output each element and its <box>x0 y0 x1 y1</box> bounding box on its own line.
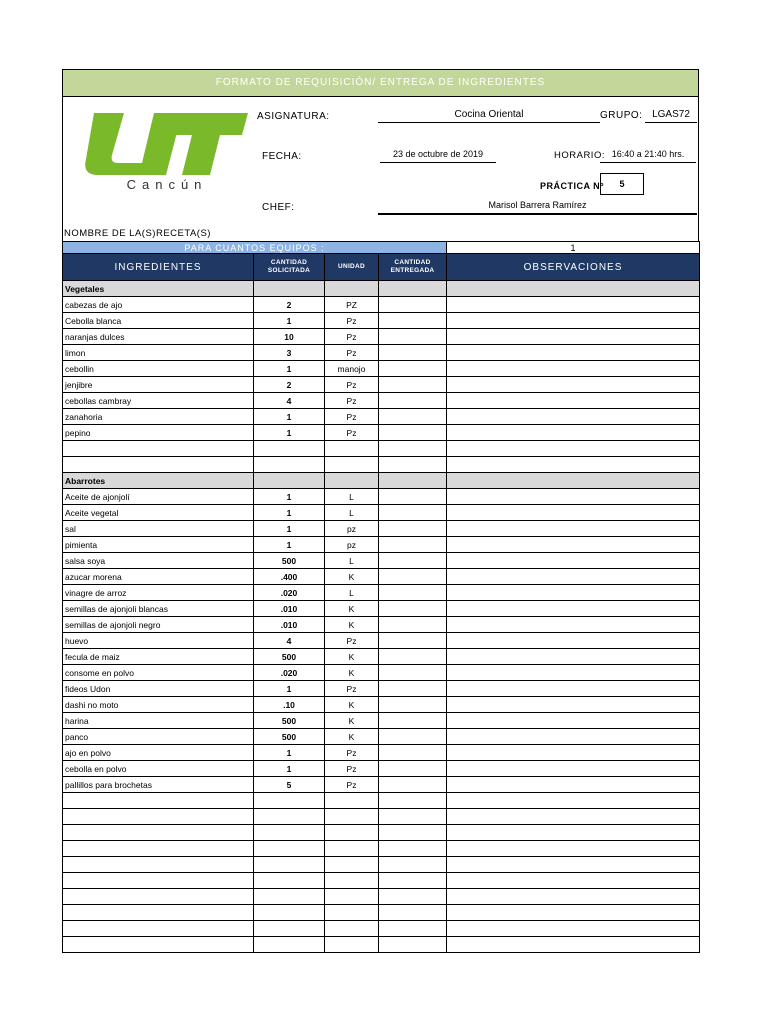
section-row <box>63 281 700 297</box>
blank-row <box>63 441 700 457</box>
table-row <box>63 553 700 569</box>
empty-cell[interactable] <box>254 457 325 473</box>
quantity-delivered[interactable] <box>379 345 447 361</box>
ingredient-name: semillas de ajonjoli negro <box>63 617 254 633</box>
empty-cell[interactable] <box>63 873 254 889</box>
quantity-requested[interactable]: 1 <box>254 409 325 425</box>
empty-cell[interactable] <box>254 441 325 457</box>
quantity-requested[interactable]: 500 <box>254 553 325 569</box>
table-row <box>63 665 700 681</box>
quantity-requested[interactable]: 4 <box>254 633 325 649</box>
unit-cell[interactable]: L <box>325 489 379 505</box>
unit-cell[interactable]: Pz <box>325 345 379 361</box>
quantity-delivered[interactable] <box>379 601 447 617</box>
table-row <box>63 649 700 665</box>
table-row <box>63 601 700 617</box>
blank-row <box>63 793 700 809</box>
empty-cell[interactable] <box>254 889 325 905</box>
quantity-requested[interactable]: 3 <box>254 345 325 361</box>
table-row <box>63 361 700 377</box>
blank-row <box>63 873 700 889</box>
requisition-sheet <box>62 69 699 953</box>
unit-cell[interactable]: Pz <box>325 377 379 393</box>
empty-cell[interactable] <box>379 809 447 825</box>
ingredient-name: Cebolla blanca <box>63 313 254 329</box>
ingredient-name: sal <box>63 521 254 537</box>
table-row <box>63 777 700 793</box>
observations-cell[interactable] <box>447 521 700 537</box>
ingredient-name: cebollas cambray <box>63 393 254 409</box>
table-row <box>63 409 700 425</box>
equipos-value[interactable]: 1 <box>447 242 700 254</box>
chef-field[interactable]: Marisol Barrera Ramírez <box>378 200 697 215</box>
column-header-row <box>63 254 700 281</box>
table-row <box>63 713 700 729</box>
quantity-requested[interactable]: 1 <box>254 505 325 521</box>
empty-cell[interactable] <box>379 905 447 921</box>
quantity-requested[interactable]: 10 <box>254 329 325 345</box>
blank-row <box>63 841 700 857</box>
empty-cell[interactable] <box>63 457 254 473</box>
equipos-row <box>63 242 700 254</box>
empty-cell[interactable] <box>447 793 700 809</box>
empty-cell[interactable] <box>63 857 254 873</box>
empty-cell[interactable] <box>379 841 447 857</box>
empty-cell[interactable] <box>379 457 447 473</box>
empty-cell[interactable] <box>63 793 254 809</box>
logo-subtitle: Cancún <box>126 177 208 192</box>
empty-cell[interactable] <box>447 825 700 841</box>
quantity-delivered[interactable] <box>379 585 447 601</box>
empty-cell[interactable] <box>379 937 447 953</box>
empty-cell[interactable] <box>63 921 254 937</box>
observations-cell[interactable] <box>447 745 700 761</box>
quantity-delivered[interactable] <box>379 633 447 649</box>
quantity-requested[interactable]: 1 <box>254 425 325 441</box>
table-row <box>63 569 700 585</box>
grupo-label: GRUPO: <box>600 110 643 121</box>
unit-cell[interactable]: Pz <box>325 329 379 345</box>
observations-cell[interactable] <box>447 729 700 745</box>
recetas-label: NOMBRE DE LA(S)RECETA(S) <box>64 228 211 239</box>
ingredient-name: zanahoria <box>63 409 254 425</box>
quantity-delivered[interactable] <box>379 681 447 697</box>
quantity-requested[interactable]: 5 <box>254 777 325 793</box>
observations-cell[interactable] <box>447 617 700 633</box>
quantity-delivered[interactable] <box>379 521 447 537</box>
table-row <box>63 297 700 313</box>
empty-cell[interactable] <box>325 825 379 841</box>
quantity-requested[interactable]: .400 <box>254 569 325 585</box>
ingredient-name: consome en polvo <box>63 665 254 681</box>
observations-cell[interactable] <box>447 633 700 649</box>
observations-cell[interactable] <box>447 553 700 569</box>
empty-cell[interactable] <box>379 793 447 809</box>
empty-cell[interactable] <box>379 921 447 937</box>
unit-cell[interactable]: pz <box>325 537 379 553</box>
observations-cell[interactable] <box>447 345 700 361</box>
ingredients-table <box>62 241 700 953</box>
ingredient-name: semillas de ajonjoli blancas <box>63 601 254 617</box>
table-row <box>63 505 700 521</box>
empty-cell[interactable] <box>325 857 379 873</box>
unit-cell[interactable]: Pz <box>325 681 379 697</box>
quantity-requested[interactable]: 500 <box>254 649 325 665</box>
empty-cell[interactable] <box>447 809 700 825</box>
empty-cell[interactable] <box>63 841 254 857</box>
empty-cell[interactable] <box>379 825 447 841</box>
ingredient-name: panco <box>63 729 254 745</box>
quantity-delivered[interactable] <box>379 617 447 633</box>
table-row <box>63 537 700 553</box>
empty-cell[interactable] <box>254 793 325 809</box>
observations-cell[interactable] <box>447 697 700 713</box>
blank-row <box>63 937 700 953</box>
blank-row <box>63 457 700 473</box>
ingredient-name: fecula de maiz <box>63 649 254 665</box>
empty-cell[interactable] <box>447 937 700 953</box>
ingredient-name: naranjas dulces <box>63 329 254 345</box>
empty-cell[interactable] <box>447 921 700 937</box>
observations-cell[interactable] <box>447 393 700 409</box>
quantity-delivered[interactable] <box>379 297 447 313</box>
observations-cell[interactable] <box>447 665 700 681</box>
quantity-delivered[interactable] <box>379 697 447 713</box>
empty-cell[interactable] <box>63 825 254 841</box>
empty-cell <box>379 473 447 489</box>
quantity-requested[interactable]: .020 <box>254 585 325 601</box>
ingredient-name: fideos Udon <box>63 681 254 697</box>
col-cantidad-entregada: CANTIDAD ENTREGADA <box>379 254 447 281</box>
observations-cell[interactable] <box>447 713 700 729</box>
col-unidad: UNIDAD <box>325 254 379 281</box>
unit-cell[interactable]: K <box>325 665 379 681</box>
ingredient-name: limon <box>63 345 254 361</box>
empty-cell[interactable] <box>63 809 254 825</box>
empty-cell[interactable] <box>447 873 700 889</box>
observations-cell[interactable] <box>447 777 700 793</box>
table-row <box>63 681 700 697</box>
unit-cell[interactable]: Pz <box>325 393 379 409</box>
empty-cell[interactable] <box>325 793 379 809</box>
empty-cell <box>254 281 325 297</box>
empty-cell[interactable] <box>254 841 325 857</box>
unit-cell[interactable]: K <box>325 713 379 729</box>
quantity-delivered[interactable] <box>379 537 447 553</box>
empty-cell[interactable] <box>325 905 379 921</box>
table-row <box>63 377 700 393</box>
form-title: FORMATO DE REQUISICIÓN/ ENTREGA DE INGREDIENTES <box>62 69 699 97</box>
table-row <box>63 761 700 777</box>
empty-cell <box>325 281 379 297</box>
empty-cell <box>379 281 447 297</box>
unit-cell[interactable]: K <box>325 569 379 585</box>
empty-cell[interactable] <box>379 889 447 905</box>
quantity-requested[interactable]: 500 <box>254 713 325 729</box>
empty-cell[interactable] <box>325 873 379 889</box>
unit-cell[interactable]: K <box>325 697 379 713</box>
empty-cell[interactable] <box>325 457 379 473</box>
empty-cell[interactable] <box>379 873 447 889</box>
observations-cell[interactable] <box>447 329 700 345</box>
unit-cell[interactable]: K <box>325 617 379 633</box>
empty-cell[interactable] <box>254 825 325 841</box>
quantity-requested[interactable]: 2 <box>254 377 325 393</box>
observations-cell[interactable] <box>447 761 700 777</box>
ingredient-name: azucar morena <box>63 569 254 585</box>
empty-cell <box>254 473 325 489</box>
ingredient-name: dashi no moto <box>63 697 254 713</box>
ingredient-name: cabezas de ajo <box>63 297 254 313</box>
horario-field[interactable]: 16:40 a 21:40 hrs. <box>600 149 696 163</box>
quantity-requested[interactable]: 1 <box>254 745 325 761</box>
asignatura-label: ASIGNATURA: <box>257 111 330 122</box>
quantity-delivered[interactable] <box>379 313 447 329</box>
table-row <box>63 329 700 345</box>
table-row <box>63 617 700 633</box>
blank-row <box>63 921 700 937</box>
equipos-label: PARA CUANTOS EQUIPOS : <box>63 242 447 254</box>
asignatura-field[interactable]: Cocina Oriental <box>378 109 600 123</box>
ingredient-name: Aceite vegetal <box>63 505 254 521</box>
ingredient-name: salsa soya <box>63 553 254 569</box>
table-row <box>63 745 700 761</box>
empty-cell[interactable] <box>447 889 700 905</box>
quantity-delivered[interactable] <box>379 377 447 393</box>
quantity-delivered[interactable] <box>379 649 447 665</box>
unit-cell[interactable]: pz <box>325 521 379 537</box>
empty-cell[interactable] <box>447 441 700 457</box>
quantity-delivered[interactable] <box>379 361 447 377</box>
empty-cell[interactable] <box>254 809 325 825</box>
empty-cell[interactable] <box>63 905 254 921</box>
empty-cell[interactable] <box>447 841 700 857</box>
quantity-requested[interactable]: 1 <box>254 361 325 377</box>
observations-cell[interactable] <box>447 313 700 329</box>
grupo-field[interactable]: LGAS72 <box>645 109 697 123</box>
quantity-delivered[interactable] <box>379 665 447 681</box>
observations-cell[interactable] <box>447 649 700 665</box>
quantity-delivered[interactable] <box>379 553 447 569</box>
unit-cell[interactable]: K <box>325 601 379 617</box>
quantity-delivered[interactable] <box>379 777 447 793</box>
blank-row <box>63 809 700 825</box>
empty-cell[interactable] <box>447 457 700 473</box>
unit-cell[interactable]: manojo <box>325 361 379 377</box>
ingredient-name: cebollin <box>63 361 254 377</box>
ingredient-name: jenjibre <box>63 377 254 393</box>
unit-cell[interactable]: Pz <box>325 425 379 441</box>
empty-cell[interactable] <box>447 905 700 921</box>
observations-cell[interactable] <box>447 601 700 617</box>
section-name: Vegetales <box>63 281 254 297</box>
quantity-delivered[interactable] <box>379 569 447 585</box>
fecha-field[interactable]: 23 de octubre de 2019 <box>380 149 496 163</box>
chef-label: CHEF: <box>262 202 295 213</box>
empty-cell[interactable] <box>254 937 325 953</box>
ingredient-name: huevo <box>63 633 254 649</box>
ingredient-name: harina <box>63 713 254 729</box>
practica-field[interactable]: 5 <box>600 173 644 195</box>
table-row <box>63 697 700 713</box>
empty-cell[interactable] <box>325 937 379 953</box>
fecha-label: FECHA: <box>262 151 302 162</box>
empty-cell <box>447 473 700 489</box>
table-row <box>63 633 700 649</box>
col-cantidad-solicitada: CANTIDAD SOLICITADA <box>254 254 325 281</box>
quantity-requested[interactable]: 4 <box>254 393 325 409</box>
ingredient-name: pallillos para brochetas <box>63 777 254 793</box>
empty-cell[interactable] <box>325 889 379 905</box>
ingredient-name: pepino <box>63 425 254 441</box>
empty-cell[interactable] <box>379 857 447 873</box>
unit-cell[interactable]: L <box>325 553 379 569</box>
table-row <box>63 345 700 361</box>
quantity-requested[interactable]: .020 <box>254 665 325 681</box>
empty-cell[interactable] <box>63 889 254 905</box>
quantity-delivered[interactable] <box>379 329 447 345</box>
unit-cell[interactable]: Pz <box>325 761 379 777</box>
empty-cell[interactable] <box>254 857 325 873</box>
quantity-requested[interactable]: 1 <box>254 761 325 777</box>
table-row <box>63 729 700 745</box>
unit-cell[interactable]: K <box>325 649 379 665</box>
table-row <box>63 585 700 601</box>
quantity-requested[interactable]: 1 <box>254 489 325 505</box>
empty-cell[interactable] <box>254 921 325 937</box>
observations-cell[interactable] <box>447 585 700 601</box>
blank-row <box>63 857 700 873</box>
blank-row <box>63 889 700 905</box>
quantity-delivered[interactable] <box>379 729 447 745</box>
unit-cell[interactable]: L <box>325 505 379 521</box>
observations-cell[interactable] <box>447 681 700 697</box>
quantity-delivered[interactable] <box>379 409 447 425</box>
unit-cell[interactable]: PZ <box>325 297 379 313</box>
table-row <box>63 425 700 441</box>
quantity-delivered[interactable] <box>379 745 447 761</box>
quantity-requested[interactable]: 1 <box>254 313 325 329</box>
empty-cell[interactable] <box>325 441 379 457</box>
ingredient-name: pimienta <box>63 537 254 553</box>
observations-cell[interactable] <box>447 297 700 313</box>
empty-cell <box>447 281 700 297</box>
quantity-requested[interactable]: .10 <box>254 697 325 713</box>
col-ingredientes: INGREDIENTES <box>63 254 254 281</box>
quantity-delivered[interactable] <box>379 761 447 777</box>
ingredient-name: vinagre de arroz <box>63 585 254 601</box>
empty-cell[interactable] <box>325 841 379 857</box>
practica-label: PRÁCTICA Nº <box>540 181 604 191</box>
section-name: Abarrotes <box>63 473 254 489</box>
unit-cell[interactable]: Pz <box>325 633 379 649</box>
unit-cell[interactable]: Pz <box>325 313 379 329</box>
blank-row <box>63 825 700 841</box>
empty-cell[interactable] <box>63 441 254 457</box>
quantity-requested[interactable]: .010 <box>254 601 325 617</box>
unit-cell[interactable]: Pz <box>325 745 379 761</box>
observations-cell[interactable] <box>447 489 700 505</box>
quantity-delivered[interactable] <box>379 713 447 729</box>
quantity-requested[interactable]: 500 <box>254 729 325 745</box>
ingredient-name: Aceite de ajonjolí <box>63 489 254 505</box>
observations-cell[interactable] <box>447 377 700 393</box>
unit-cell[interactable]: Pz <box>325 409 379 425</box>
horario-label: HORARIO: <box>554 150 605 161</box>
unit-cell[interactable]: K <box>325 729 379 745</box>
quantity-delivered[interactable] <box>379 505 447 521</box>
ingredient-name: ajo en polvo <box>63 745 254 761</box>
quantity-requested[interactable]: 1 <box>254 681 325 697</box>
empty-cell[interactable] <box>325 809 379 825</box>
empty-cell[interactable] <box>447 857 700 873</box>
col-observaciones: OBSERVACIONES <box>447 254 700 281</box>
unit-cell[interactable]: Pz <box>325 777 379 793</box>
blank-row <box>63 905 700 921</box>
unit-cell[interactable]: L <box>325 585 379 601</box>
table-row <box>63 393 700 409</box>
ingredient-name: cebolla en polvo <box>63 761 254 777</box>
quantity-requested[interactable]: 2 <box>254 297 325 313</box>
empty-cell <box>325 473 379 489</box>
observations-cell[interactable] <box>447 361 700 377</box>
empty-cell[interactable] <box>325 921 379 937</box>
observations-cell[interactable] <box>447 505 700 521</box>
table-row <box>63 489 700 505</box>
observations-cell[interactable] <box>447 425 700 441</box>
quantity-requested[interactable]: 1 <box>254 537 325 553</box>
quantity-requested[interactable]: 1 <box>254 521 325 537</box>
empty-cell[interactable] <box>254 905 325 921</box>
observations-cell[interactable] <box>447 537 700 553</box>
quantity-delivered[interactable] <box>379 393 447 409</box>
quantity-delivered[interactable] <box>379 425 447 441</box>
section-row <box>63 473 700 489</box>
empty-cell[interactable] <box>63 937 254 953</box>
observations-cell[interactable] <box>447 409 700 425</box>
empty-cell[interactable] <box>379 441 447 457</box>
empty-cell[interactable] <box>254 873 325 889</box>
quantity-delivered[interactable] <box>379 489 447 505</box>
table-row <box>63 313 700 329</box>
observations-cell[interactable] <box>447 569 700 585</box>
table-row <box>63 521 700 537</box>
quantity-requested[interactable]: .010 <box>254 617 325 633</box>
